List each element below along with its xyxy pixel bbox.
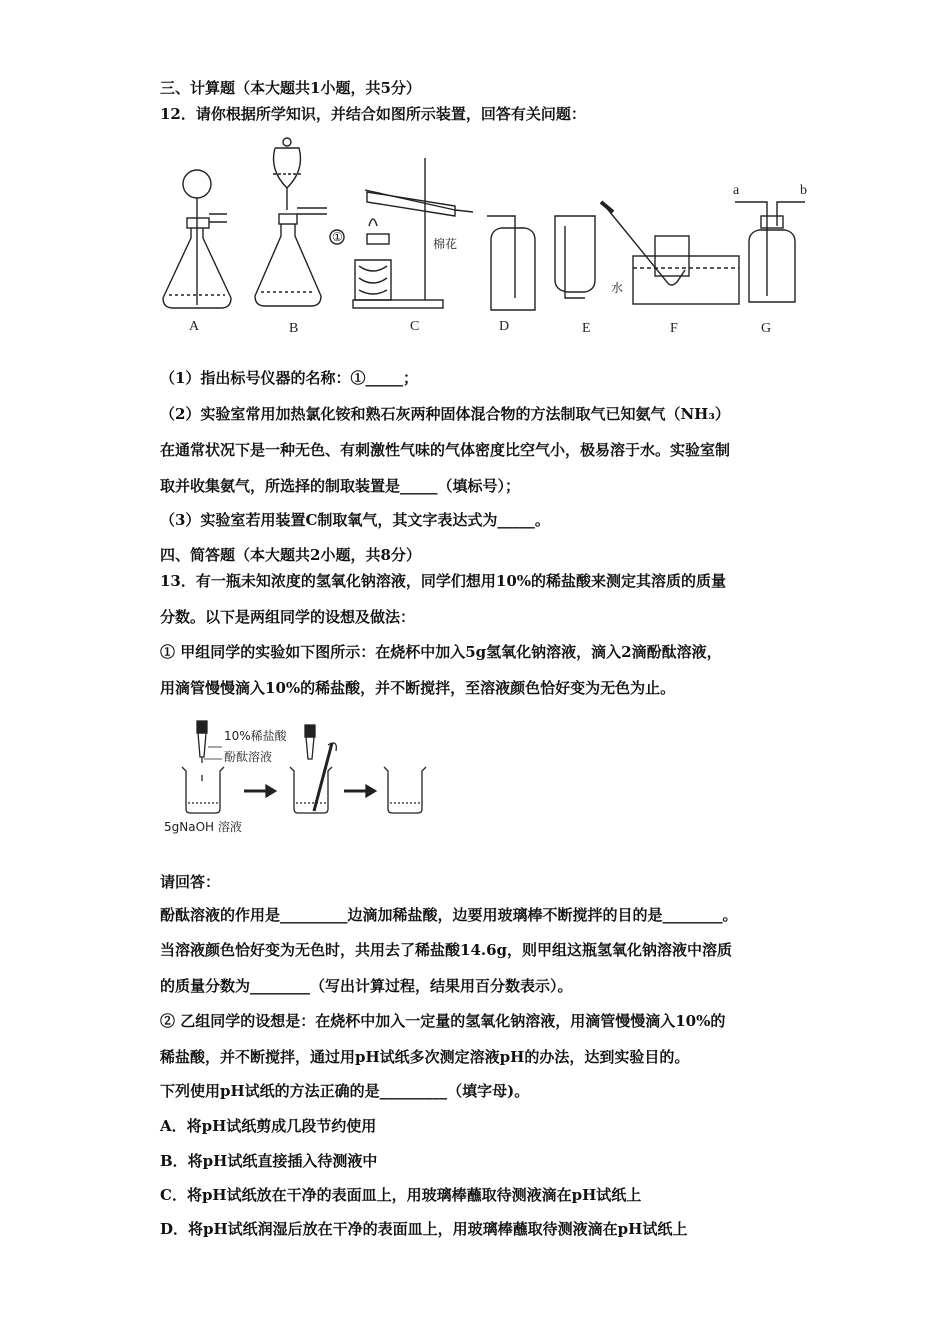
answer-line-2: 当溶液颜色恰好变为无色时，共用去了稀盐酸14.6g，则甲组这瓶氢氧化钠溶液中溶质	[160, 941, 733, 959]
group-b-line-1: ② 乙组同学的设想是：在烧杯中加入一定量的氢氧化钠溶液，用滴管慢慢滴入10%的	[160, 1012, 726, 1030]
question-13-line-2: 分数。以下是两组同学的设想及做法：	[160, 608, 416, 626]
dropper-1	[197, 721, 207, 763]
q12-part-2-line-2: 在通常状况下是一种无色、有刺激性气味的气体密度比空气小，极易溶于水。实验室制	[160, 441, 731, 459]
label-b: B	[289, 321, 299, 336]
option-d: D．将pH试纸润湿后放在干净的表面皿上，用玻璃棒蘸取待测液滴在pH试纸上	[160, 1220, 688, 1238]
arrow-2	[344, 785, 376, 797]
apparatus-b-flask	[255, 138, 327, 306]
answer-line-1: 酚酞溶液的作用是_________边滴加稀盐酸，边要用玻璃棒不断搅拌的目的是________。	[160, 906, 738, 924]
arrow-1	[244, 785, 276, 797]
marker-1: ①	[332, 230, 343, 244]
label-acid: 10%稀盐酸	[224, 729, 287, 743]
group-a-line-1: ① 甲组同学的实验如下图所示：在烧杯中加入5g氢氧化钠溶液，滴入2滴酚酞溶液，	[160, 643, 722, 661]
label-port-b: b	[800, 183, 807, 198]
q12-part-2-line-1: （2）实验室常用加热氯化铵和熟石灰两种固体混合物的方法制取气已知氨气（NH₃）	[160, 405, 730, 423]
beaker-2	[290, 743, 336, 813]
q12-part-3: （3）实验室若用装置C制取氧气，其文字表达式为_____。	[160, 511, 550, 529]
label-g: G	[761, 321, 772, 336]
apparatus-c-heating	[330, 158, 473, 308]
label-indicator: 酚酞溶液	[224, 750, 273, 764]
apparatus-d-bottle	[487, 216, 535, 310]
question-13-line-1: 13．有一瓶未知浓度的氢氧化钠溶液，同学们想用10%的稀盐酸来测定其溶质的质量	[160, 572, 727, 590]
titration-figure	[160, 715, 440, 840]
option-a: A．将pH试纸剪成几段节约使用	[160, 1117, 377, 1135]
answer-prompt: 请回答：	[160, 873, 221, 891]
label-cotton: 棉花	[433, 237, 458, 251]
label-a: A	[189, 319, 200, 334]
apparatus-figure	[155, 130, 815, 345]
beaker-1	[182, 767, 224, 813]
label-water: 水	[611, 281, 624, 295]
label-port-a: a	[733, 183, 740, 198]
dropper-2	[305, 725, 315, 759]
answer-line-3: 的质量分数为________（写出计算过程，结果用百分数表示）。	[160, 977, 573, 995]
option-c: C．将pH试纸放在干净的表面皿上，用玻璃棒蘸取待测液滴在pH试纸上	[160, 1186, 642, 1204]
section-heading-calculation: 三、计算题（本大题共1小题，共5分）	[160, 79, 421, 97]
question-12-stem: 12．请你根据所学知识，并结合如图所示装置，回答有关问题：	[160, 105, 586, 123]
q12-part-1: （1）指出标号仪器的名称：①_____；	[160, 369, 418, 387]
option-b: B．将pH试纸直接插入待测液中	[160, 1152, 378, 1170]
label-c: C	[410, 319, 420, 334]
q12-part-2-line-3: 取并收集氨气，所选择的制取装置是_____（填标号）；	[160, 477, 521, 495]
ph-question: 下列使用pH试纸的方法正确的是_________（填字母)。	[160, 1082, 530, 1100]
section-heading-short-answer: 四、简答题（本大题共2小题，共8分）	[160, 546, 421, 564]
label-naoh: 5gNaOH 溶液	[164, 820, 242, 834]
label-f: F	[670, 321, 678, 336]
apparatus-e-bottle	[555, 216, 595, 298]
label-e: E	[582, 321, 591, 336]
apparatus-a-flask	[163, 170, 231, 308]
label-d: D	[499, 319, 510, 334]
group-b-line-2: 稀盐酸，并不断搅拌，通过用pH试纸多次测定溶液pH的办法，达到实验目的。	[160, 1048, 690, 1066]
group-a-line-2: 用滴管慢慢滴入10%的稀盐酸，并不断搅拌，至溶液颜色恰好变为无色为止。	[160, 679, 676, 697]
beaker-3	[384, 767, 426, 813]
apparatus-g-bottle	[735, 202, 805, 302]
